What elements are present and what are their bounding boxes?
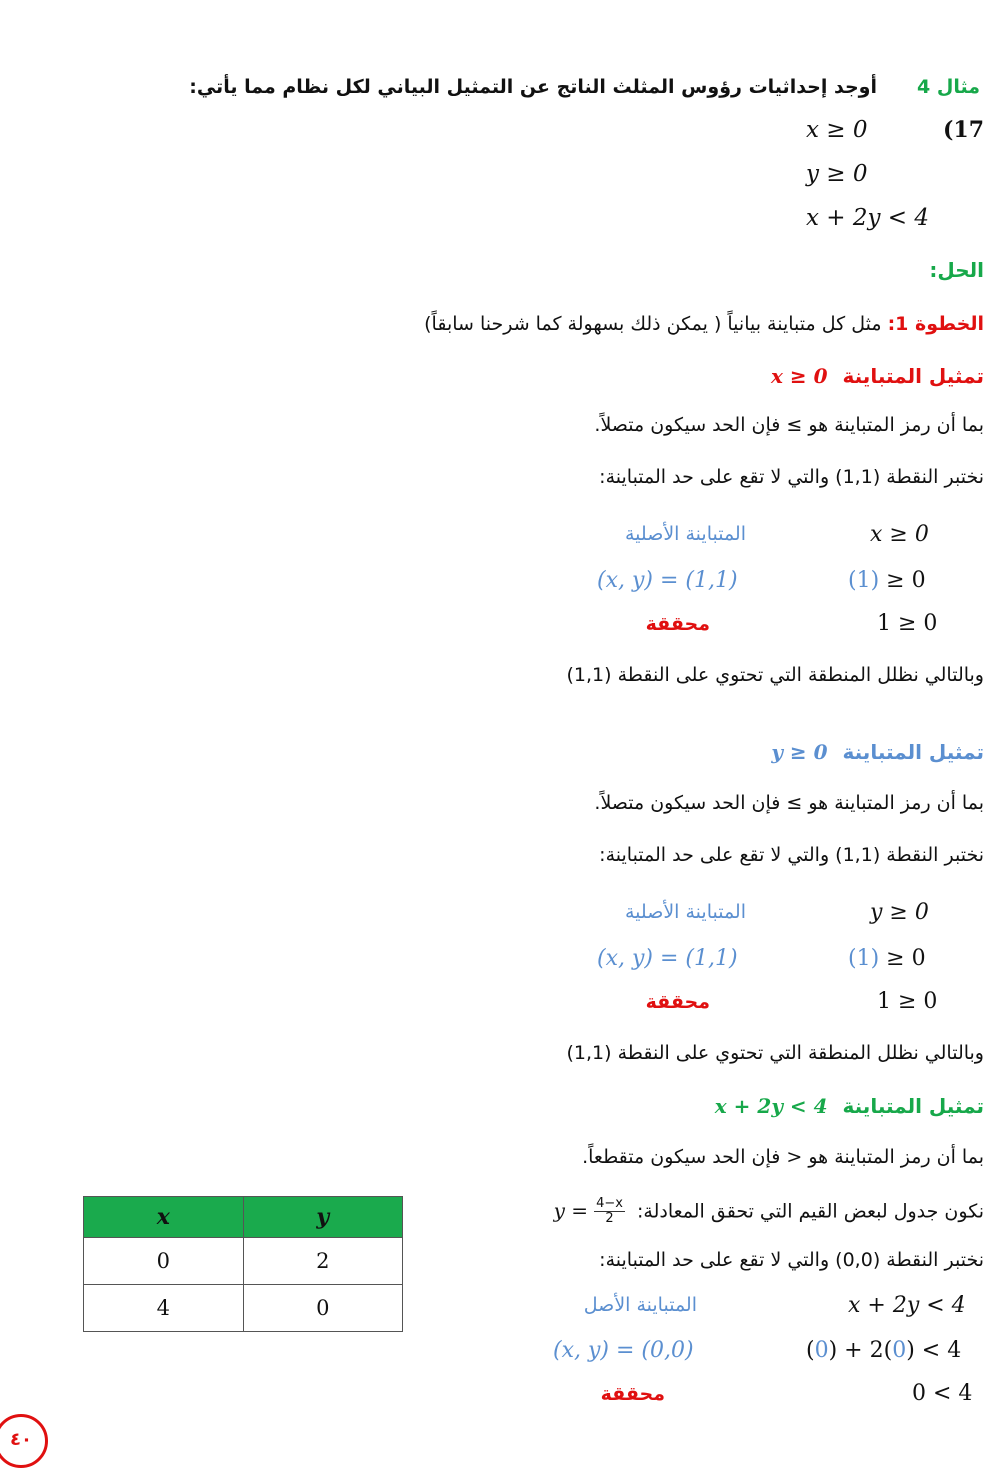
section2-row2-left: (x, y) = (1,1) [597, 946, 738, 971]
section1-row3-right: 1 ≥ 0 [877, 611, 938, 636]
example-prompt: أوجد إحداثيات رؤوس المثلث الناتج عن التمثيل البياني لكل نظام مما يأتي: [189, 76, 877, 98]
table-cell: 4 [84, 1285, 244, 1332]
section1-line2: نختبر النقطة (1,1) والتي لا تقع على حد المتباينة: [599, 466, 984, 488]
example-label: مثال 4 [917, 76, 980, 98]
problem-number: (17 [943, 117, 985, 143]
section3-line3: نختبر النقطة (0,0) والتي لا تقع على حد المتباينة: [599, 1249, 984, 1271]
section2-line1: بما أن رمز المتباينة هو ≥ فإن الحد سيكون متصلاً. [594, 792, 984, 814]
step1-label: الخطوة 1: [887, 313, 984, 335]
section2-heading: تمثيل المتباينة y ≥ 0 [771, 740, 984, 764]
section3-equation: y = $\frac{4-x}{2}$ [553, 1196, 623, 1227]
step1-line [424, 313, 984, 335]
table-row [84, 1238, 403, 1285]
system-line-2: y ≥ 0 [806, 161, 868, 187]
section3-row3-left: محققة [600, 1383, 665, 1405]
section3-line2: نكون جدول لبعض القيم التي تحقق المعادلة: y = $\frac{4-x}{2}$ [553, 1196, 984, 1227]
section2-line2: نختبر النقطة (1,1) والتي لا تقع على حد المتباينة: [599, 844, 984, 866]
section1-row1-left: المتباينة الأصلية [624, 523, 746, 545]
section1-row1-right: x ≥ 0 [870, 522, 929, 547]
table-header-x: x [84, 1197, 244, 1238]
section3-row3-right: 0 < 4 [912, 1381, 973, 1406]
section1-row3-left: محققة [645, 613, 710, 635]
section1-row2-right: (1) ≥ 0 [848, 568, 926, 593]
section1-line1: بما أن رمز المتباينة هو ≥ فإن الحد سيكون متصلاً. [594, 414, 984, 436]
system-line-3: x + 2y < 4 [806, 205, 930, 231]
section1-heading: تمثيل المتباينة x ≥ 0 [771, 364, 984, 388]
section1-conclusion: وبالتالي نظلل المنطقة التي تحتوي على النقطة (1,1) [566, 664, 984, 686]
section2-row3-right: 1 ≥ 0 [877, 989, 938, 1014]
table-cell: 0 [243, 1285, 403, 1332]
section3-row2-left: (x, y) = (0,0) [553, 1338, 694, 1363]
section2-row2-right: (1) ≥ 0 [848, 946, 926, 971]
table-row [84, 1285, 403, 1332]
section3-line1: بما أن رمز المتباينة هو < فإن الحد سيكون متقطعاً. [582, 1146, 984, 1168]
section3-row1-left: المتباينة الأصل [583, 1294, 697, 1316]
section2-row3-left: محققة [645, 991, 710, 1013]
table-cell: 2 [243, 1238, 403, 1285]
section3-row2-right: (0) + 2(0) < 4 [806, 1338, 962, 1363]
values-table [83, 1196, 403, 1332]
section2-row1-right: y ≥ 0 [870, 900, 929, 925]
page-number-badge: ٤٠ [0, 1414, 48, 1468]
solution-label: الحل: [929, 258, 984, 282]
section3-row1-right: x + 2y < 4 [848, 1293, 966, 1318]
table-header-row [84, 1197, 403, 1238]
section2-row1-left: المتباينة الأصلية [624, 901, 746, 923]
system-line-1: x ≥ 0 [806, 117, 868, 143]
table-cell: 0 [84, 1238, 244, 1285]
section1-row2-left: (x, y) = (1,1) [597, 568, 738, 593]
table-header-y: y [243, 1197, 403, 1238]
section2-conclusion: وبالتالي نظلل المنطقة التي تحتوي على النقطة (1,1) [566, 1042, 984, 1064]
step1-text: مثل كل متباينة بيانياً ( يمكن ذلك بسهولة كما شرحنا سابقاً) [424, 313, 882, 335]
section3-heading: تمثيل المتباينة x + 2y < 4 [714, 1094, 984, 1118]
